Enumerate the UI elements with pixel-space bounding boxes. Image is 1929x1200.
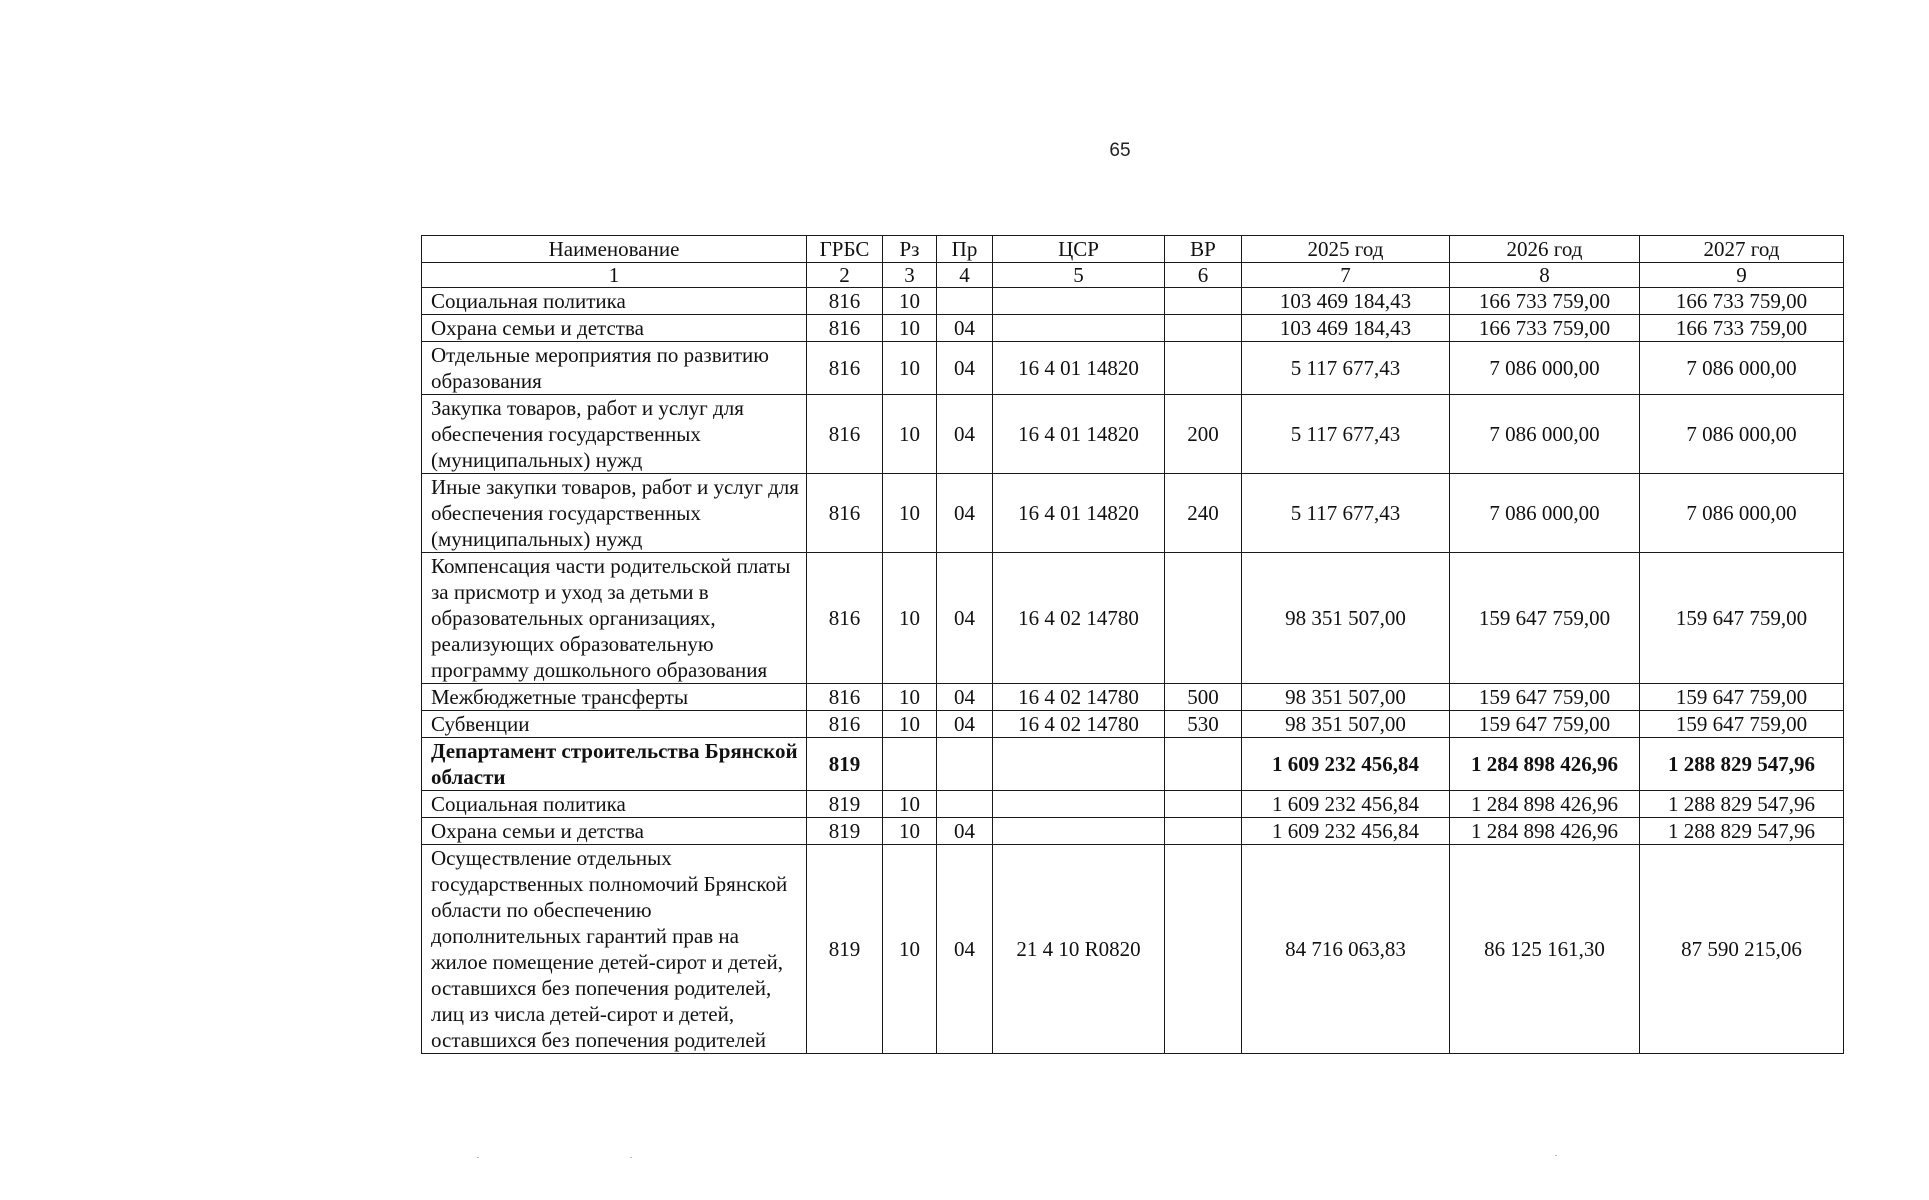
column-number: 9 [1640, 263, 1844, 288]
cell-2027: 1 288 829 547,96 [1640, 818, 1844, 845]
column-number: 8 [1450, 263, 1640, 288]
cell-vr: 530 [1165, 711, 1242, 738]
cell-2027: 166 733 759,00 [1640, 315, 1844, 342]
scan-speck [477, 1157, 479, 1158]
cell-rz: 10 [883, 553, 937, 684]
header-rz: Рз [883, 236, 937, 263]
header-2026: 2026 год [1450, 236, 1640, 263]
cell-csr: 16 4 01 14820 [993, 342, 1165, 395]
column-number: 3 [883, 263, 937, 288]
column-number: 2 [807, 263, 883, 288]
cell-pr: 04 [937, 845, 993, 1054]
header-2027: 2027 год [1640, 236, 1844, 263]
cell-2025: 84 716 063,83 [1242, 845, 1450, 1054]
cell-vr [1165, 288, 1242, 315]
cell-vr: 500 [1165, 684, 1242, 711]
budget-table [421, 235, 1844, 1054]
cell-vr: 200 [1165, 395, 1242, 474]
table-row [422, 342, 1844, 395]
table-row [422, 791, 1844, 818]
table-row [422, 288, 1844, 315]
cell-2025: 103 469 184,43 [1242, 288, 1450, 315]
cell-grbs: 819 [807, 818, 883, 845]
cell-2025: 1 609 232 456,84 [1242, 818, 1450, 845]
cell-name: Отдельные мероприятия по развитию образования [422, 342, 807, 395]
cell-name: Департамент строительства Брянской области [422, 738, 807, 791]
cell-pr [937, 738, 993, 791]
cell-rz: 10 [883, 684, 937, 711]
cell-2027: 159 647 759,00 [1640, 684, 1844, 711]
cell-pr [937, 791, 993, 818]
table-row [422, 711, 1844, 738]
cell-name: Иные закупки товаров, работ и услуг для обеспечения государственных (муниципальных) нужд [422, 474, 807, 553]
scan-speck [1555, 1155, 1557, 1156]
scan-speck [630, 1157, 632, 1158]
cell-grbs: 819 [807, 791, 883, 818]
cell-grbs: 816 [807, 553, 883, 684]
table-row [422, 553, 1844, 684]
cell-2026: 166 733 759,00 [1450, 288, 1640, 315]
cell-2026: 7 086 000,00 [1450, 474, 1640, 553]
cell-pr: 04 [937, 711, 993, 738]
cell-vr [1165, 791, 1242, 818]
table-row [422, 474, 1844, 553]
table-body [422, 288, 1844, 1054]
cell-grbs: 816 [807, 315, 883, 342]
cell-grbs: 816 [807, 395, 883, 474]
cell-pr: 04 [937, 474, 993, 553]
header-2025: 2025 год [1242, 236, 1450, 263]
cell-rz: 10 [883, 395, 937, 474]
cell-2027: 1 288 829 547,96 [1640, 738, 1844, 791]
cell-2027: 159 647 759,00 [1640, 711, 1844, 738]
cell-csr: 16 4 02 14780 [993, 553, 1165, 684]
cell-2025: 1 609 232 456,84 [1242, 738, 1450, 791]
cell-grbs: 819 [807, 738, 883, 791]
table-row [422, 315, 1844, 342]
cell-pr: 04 [937, 342, 993, 395]
cell-vr [1165, 818, 1242, 845]
column-number: 6 [1165, 263, 1242, 288]
column-number: 7 [1242, 263, 1450, 288]
cell-csr: 16 4 02 14780 [993, 711, 1165, 738]
column-number: 5 [993, 263, 1165, 288]
cell-csr [993, 791, 1165, 818]
cell-csr [993, 288, 1165, 315]
cell-2027: 7 086 000,00 [1640, 342, 1844, 395]
cell-rz: 10 [883, 474, 937, 553]
page-number: 65 [1109, 140, 1131, 161]
column-number: 4 [937, 263, 993, 288]
cell-2025: 1 609 232 456,84 [1242, 791, 1450, 818]
cell-csr [993, 738, 1165, 791]
cell-name: Закупка товаров, работ и услуг для обеспечения государственных (муниципальных) нужд [422, 395, 807, 474]
cell-name: Межбюджетные трансферты [422, 684, 807, 711]
cell-name: Осуществление отдельных государственных полномочий Брянской области по обеспечению дополнительных гарантий прав на жилое помещение детей-сирот и детей, оставшихся без попечения родителей, лиц из числа детей-сирот и детей, оставшихся без попечения родителей [422, 845, 807, 1054]
cell-vr [1165, 738, 1242, 791]
table-row [422, 684, 1844, 711]
cell-2027: 87 590 215,06 [1640, 845, 1844, 1054]
cell-csr [993, 818, 1165, 845]
cell-pr: 04 [937, 553, 993, 684]
header-name: Наименование [422, 236, 807, 263]
cell-2026: 1 284 898 426,96 [1450, 818, 1640, 845]
cell-vr [1165, 845, 1242, 1054]
cell-pr: 04 [937, 818, 993, 845]
cell-2027: 7 086 000,00 [1640, 395, 1844, 474]
cell-grbs: 816 [807, 684, 883, 711]
cell-grbs: 816 [807, 474, 883, 553]
cell-pr: 04 [937, 395, 993, 474]
table-row [422, 818, 1844, 845]
cell-2025: 5 117 677,43 [1242, 474, 1450, 553]
cell-rz: 10 [883, 845, 937, 1054]
header-csr: ЦСР [993, 236, 1165, 263]
cell-vr [1165, 553, 1242, 684]
cell-vr [1165, 342, 1242, 395]
cell-2026: 159 647 759,00 [1450, 684, 1640, 711]
cell-2025: 98 351 507,00 [1242, 684, 1450, 711]
cell-2025: 103 469 184,43 [1242, 315, 1450, 342]
cell-2026: 7 086 000,00 [1450, 342, 1640, 395]
cell-grbs: 816 [807, 711, 883, 738]
cell-2026: 166 733 759,00 [1450, 315, 1640, 342]
cell-pr: 04 [937, 315, 993, 342]
cell-2026: 159 647 759,00 [1450, 711, 1640, 738]
table-row [422, 395, 1844, 474]
cell-name: Социальная политика [422, 288, 807, 315]
cell-2027: 159 647 759,00 [1640, 553, 1844, 684]
cell-2027: 7 086 000,00 [1640, 474, 1844, 553]
cell-2027: 166 733 759,00 [1640, 288, 1844, 315]
cell-2025: 98 351 507,00 [1242, 711, 1450, 738]
cell-2025: 5 117 677,43 [1242, 342, 1450, 395]
cell-2026: 1 284 898 426,96 [1450, 791, 1640, 818]
cell-name: Социальная политика [422, 791, 807, 818]
cell-pr [937, 288, 993, 315]
cell-rz: 10 [883, 315, 937, 342]
cell-grbs: 816 [807, 342, 883, 395]
cell-csr: 16 4 02 14780 [993, 684, 1165, 711]
cell-rz: 10 [883, 288, 937, 315]
cell-csr [993, 315, 1165, 342]
cell-2025: 98 351 507,00 [1242, 553, 1450, 684]
cell-csr: 21 4 10 R0820 [993, 845, 1165, 1054]
cell-2026: 159 647 759,00 [1450, 553, 1640, 684]
cell-name: Охрана семьи и детства [422, 818, 807, 845]
cell-vr: 240 [1165, 474, 1242, 553]
cell-pr: 04 [937, 684, 993, 711]
header-vr: ВР [1165, 236, 1242, 263]
cell-csr: 16 4 01 14820 [993, 395, 1165, 474]
cell-2026: 7 086 000,00 [1450, 395, 1640, 474]
column-number-row [422, 263, 1844, 288]
cell-grbs: 816 [807, 288, 883, 315]
header-pr: Пр [937, 236, 993, 263]
cell-2025: 5 117 677,43 [1242, 395, 1450, 474]
cell-2027: 1 288 829 547,96 [1640, 791, 1844, 818]
cell-name: Компенсация части родительской платы за присмотр и уход за детьми в образовательных организациях, реализующих образовательную программу дошкольного образования [422, 553, 807, 684]
column-number: 1 [422, 263, 807, 288]
cell-grbs: 819 [807, 845, 883, 1054]
table-row [422, 845, 1844, 1054]
cell-rz: 10 [883, 342, 937, 395]
cell-name: Субвенции [422, 711, 807, 738]
table-header-row [422, 236, 1844, 263]
cell-rz: 10 [883, 818, 937, 845]
table-row [422, 738, 1844, 791]
cell-csr: 16 4 01 14820 [993, 474, 1165, 553]
cell-2026: 1 284 898 426,96 [1450, 738, 1640, 791]
cell-rz: 10 [883, 711, 937, 738]
cell-2026: 86 125 161,30 [1450, 845, 1640, 1054]
header-grbs: ГРБС [807, 236, 883, 263]
cell-rz [883, 738, 937, 791]
cell-name: Охрана семьи и детства [422, 315, 807, 342]
cell-vr [1165, 315, 1242, 342]
cell-rz: 10 [883, 791, 937, 818]
